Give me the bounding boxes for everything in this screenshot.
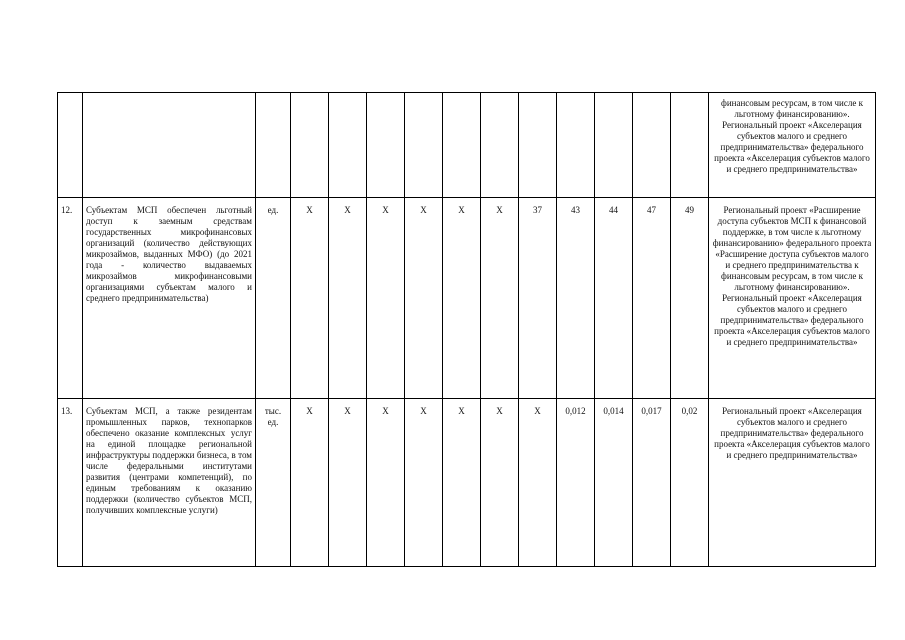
row-number	[58, 93, 83, 198]
value-cell: X	[481, 198, 519, 399]
value-cell: X	[329, 399, 367, 567]
value-cell	[481, 93, 519, 198]
value-cell	[367, 93, 405, 198]
value-cell: X	[519, 399, 557, 567]
value-cell	[519, 93, 557, 198]
value-cell: 0,014	[595, 399, 633, 567]
value-cell: 49	[671, 198, 709, 399]
source-project-cell: Региональный проект «Расширение доступа субъектов МСП к финансовой поддержке, в том числе к льготному финансированию» федерального проекта «Расширение доступа субъектов малого и среднего предпринимательства к финансовым ресурсам, в том числе к льготному финансированию». Региональный проект «Акселерация субъектов малого и среднего предпринимательства» федерального проекта «Акселерация субъектов малого и среднего предпринимательства»	[709, 198, 876, 399]
row-number: 12.	[58, 198, 83, 399]
value-cell: X	[481, 399, 519, 567]
value-cell: 37	[519, 198, 557, 399]
value-cell: 43	[557, 198, 595, 399]
value-cell: X	[405, 198, 443, 399]
value-cell	[557, 93, 595, 198]
value-cell	[595, 93, 633, 198]
value-cell: X	[367, 399, 405, 567]
indicator-description: Субъектам МСП, а также резидентам промышленных парков, технопарков обеспечено оказание комплексных услуг на единой площадке региональной инфраструктуры поддержки бизнеса, в том числе федеральными институтами развития (центрами компетенций), по единым требованиям к оказанию поддержки (количество субъектов МСП, получивших комплексные услуги)	[83, 399, 256, 567]
value-cell: 0,012	[557, 399, 595, 567]
indicators-table	[57, 92, 876, 567]
value-cell	[671, 93, 709, 198]
unit-cell	[256, 93, 291, 198]
source-project-cell: финансовым ресурсам, в том числе к льготному финансированию». Региональный проект «Акселерация субъектов малого и среднего предпринимательства» федерального проекта «Акселерация субъектов малого и среднего предпринимательства»	[709, 93, 876, 198]
value-cell: X	[443, 198, 481, 399]
value-cell	[443, 93, 481, 198]
unit-cell: ед.	[256, 198, 291, 399]
value-cell	[633, 93, 671, 198]
indicator-description	[83, 93, 256, 198]
value-cell: X	[291, 399, 329, 567]
table-row	[58, 399, 876, 567]
value-cell: X	[443, 399, 481, 567]
value-cell: X	[367, 198, 405, 399]
row-number: 13.	[58, 399, 83, 567]
indicator-description: Субъектам МСП обеспечен льготный доступ к заемным средствам государственных микрофинансовых организаций (количество действующих микрозаймов, выданных МФО) (до 2021 года - количество выдаваемых микрозаймов микрофинансовыми организациями субъектам малого и среднего предпринимательства)	[83, 198, 256, 399]
table-row	[58, 93, 876, 198]
source-project-cell: Региональный проект «Акселерация субъектов малого и среднего предпринимательства» федерального проекта «Акселерация субъектов малого и среднего предпринимательства»	[709, 399, 876, 567]
value-cell	[291, 93, 329, 198]
value-cell: X	[329, 198, 367, 399]
value-cell: 0,017	[633, 399, 671, 567]
value-cell: 47	[633, 198, 671, 399]
value-cell: 44	[595, 198, 633, 399]
value-cell	[329, 93, 367, 198]
value-cell: X	[405, 399, 443, 567]
unit-cell: тыс. ед.	[256, 399, 291, 567]
value-cell: 0,02	[671, 399, 709, 567]
table-row	[58, 198, 876, 399]
value-cell	[405, 93, 443, 198]
value-cell: X	[291, 198, 329, 399]
